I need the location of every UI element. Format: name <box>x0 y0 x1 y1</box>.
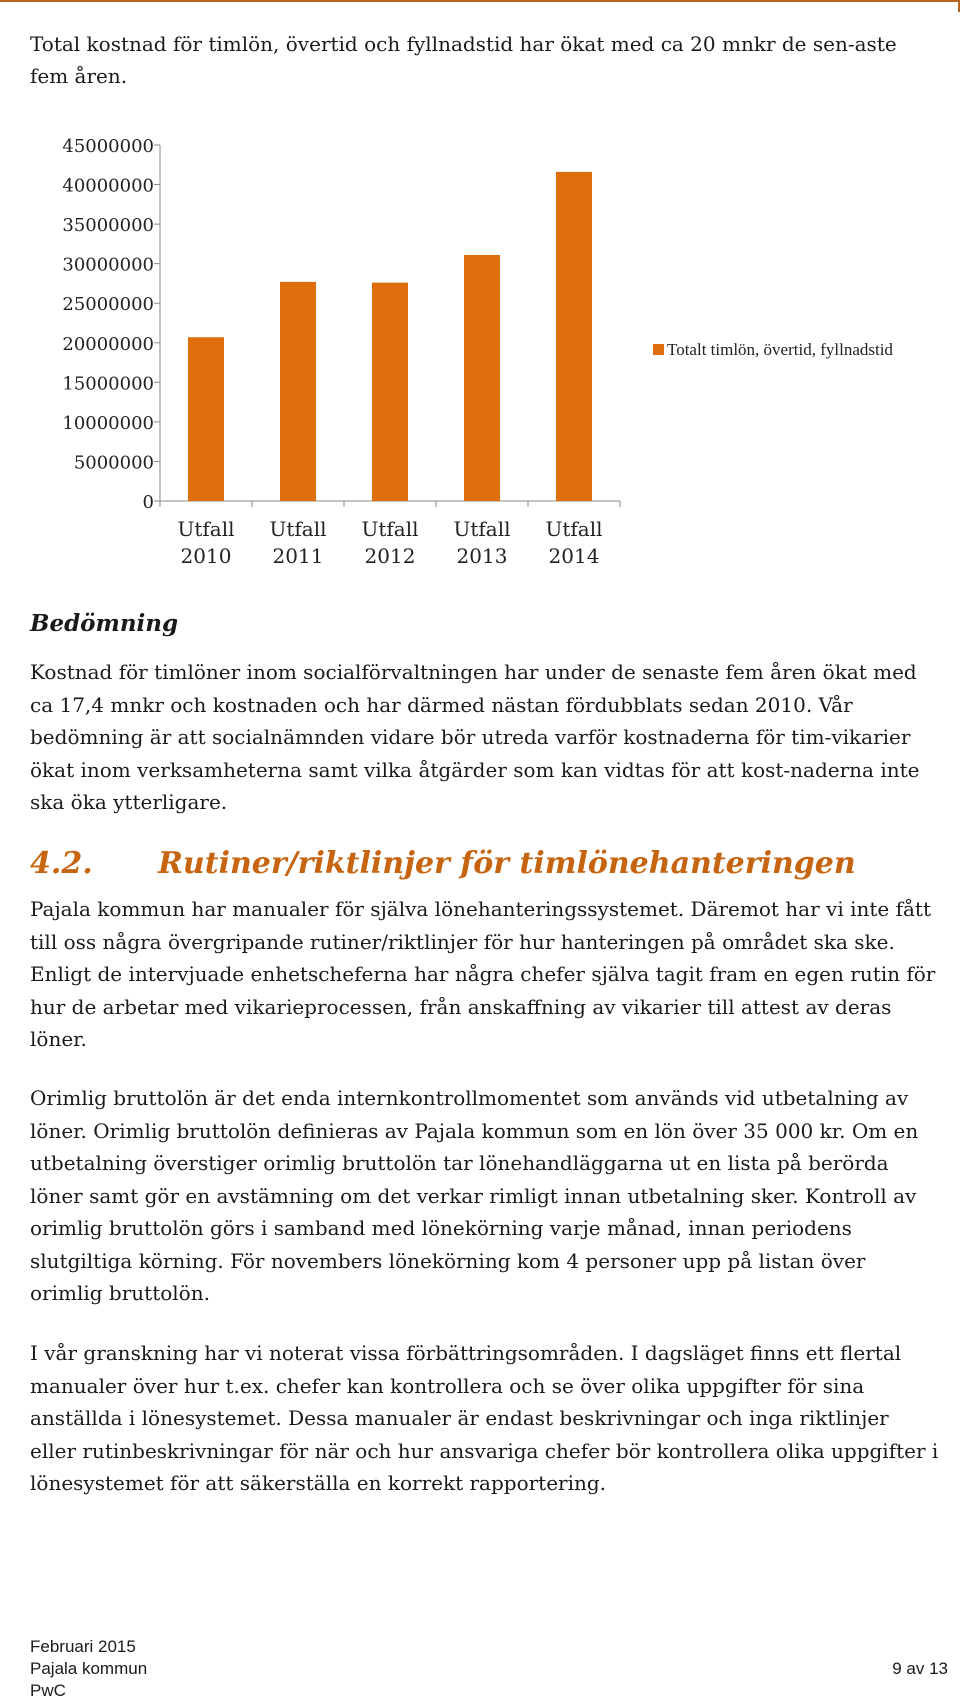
section-number: 4.2. <box>30 846 93 881</box>
x-tick-label: Utfall <box>177 517 235 541</box>
x-tick-label: 2014 <box>548 544 600 568</box>
y-tick-label: 0 <box>142 492 154 513</box>
x-tick-label: Utfall <box>361 517 419 541</box>
y-tick-label: 35000000 <box>62 215 154 237</box>
assessment-label: Bedömning <box>30 610 179 637</box>
y-tick-label: 20000000 <box>62 333 154 355</box>
bar <box>556 172 592 501</box>
bar <box>188 337 224 501</box>
y-tick-label: 15000000 <box>62 373 154 395</box>
footer-org: Pajala kommun <box>30 1659 148 1678</box>
bar <box>280 282 316 501</box>
section-title: Rutiner/riktlinjer för timlönehanteringen <box>158 846 856 881</box>
page-number: 9 av 13 <box>892 1659 948 1678</box>
bar-chart <box>0 0 960 580</box>
intro-text: Total kostnad för timlön, övertid och fyllnadstid har ökat med ca 20 mnkr de sen-aste fem åren. <box>30 32 897 88</box>
y-tick-label: 30000000 <box>62 254 154 276</box>
legend-label: Totalt timlön, övertid, fyllnadstid <box>667 340 893 359</box>
x-tick-label: Utfall <box>269 517 327 541</box>
paragraph-rutiner: Pajala kommun har manualer för själva lönehanteringssystemet. Däremot har vi inte fått till oss några övergripande rutiner/riktlinjer för hur hanteringen på området ska ske. Enligt de intervjuade enhetscheferna har några chefer själva tagit fram en egen rutin för hur de arbetar med vikarieprocessen, från anskaffning av vikarier till attest av deras löner. <box>30 897 936 1051</box>
footer-date: Februari 2015 <box>30 1637 136 1656</box>
section-heading <box>30 846 856 881</box>
x-tick-label: 2010 <box>180 544 232 568</box>
x-tick-label: 2011 <box>272 544 324 568</box>
y-tick-label: 25000000 <box>62 294 154 316</box>
x-tick-label: 2012 <box>364 544 416 568</box>
x-tick-label: Utfall <box>453 517 511 541</box>
assessment-text: Kostnad för timlöner inom socialförvaltningen har under de senaste fem åren ökat med ca 17,4 mnkr och kostnaden och har därmed nästan fördubblats sedan 2010. Vår bedömning är att socialnämnden vidare bör utreda varför kostnaderna för tim-vikarier ökat inom verksamheterna samt vilka åtgärder som kan vidtas för att kost-naderna inte ska öka ytterligare. <box>30 660 920 814</box>
y-tick-label: 45000000 <box>62 136 154 157</box>
page-footer <box>30 1636 948 1702</box>
bar <box>464 255 500 501</box>
paragraph-granskning: I vår granskning har vi noterat vissa förbättringsområden. I dagsläget finns ett flertal manualer över hur t.ex. chefer kan kontrollera och se över olika uppgifter för sina anställda i lönesystemet. Dessa manualer är endast beskrivningar och inga riktlinjer eller rutinbeskrivningar för när och hur ansvariga chefer bör kontrollera olika uppgifter i lönesystemet för att säkerställa en korrekt rapportering. <box>30 1341 939 1495</box>
x-tick-label: Utfall <box>545 517 603 541</box>
x-tick-label: 2013 <box>456 544 508 568</box>
footer-firm: PwC <box>30 1681 66 1700</box>
y-tick-label: 5000000 <box>73 452 154 474</box>
legend-swatch <box>653 344 664 355</box>
y-tick-label: 10000000 <box>62 412 154 434</box>
bar <box>372 283 408 501</box>
y-tick-label: 40000000 <box>62 175 154 197</box>
paragraph-orimlig: Orimlig bruttolön är det enda internkontrollmomentet som används vid utbetalning av löner. Orimlig bruttolön definieras av Pajala kommun som en lön över 35 000 kr. Om en utbetalning överstiger orimlig bruttolön tar lönehandläggarna ut en lista på berörda löner samt gör en avstämning om det verkar rimligt innan utbetalning sker. Kontroll av orimlig bruttolön görs i samband med lönekörning varje månad, innan periodens slutgiltiga körning. För novembers lönekörning kom 4 personer upp på listan över orimlig bruttolön. <box>30 1086 919 1305</box>
